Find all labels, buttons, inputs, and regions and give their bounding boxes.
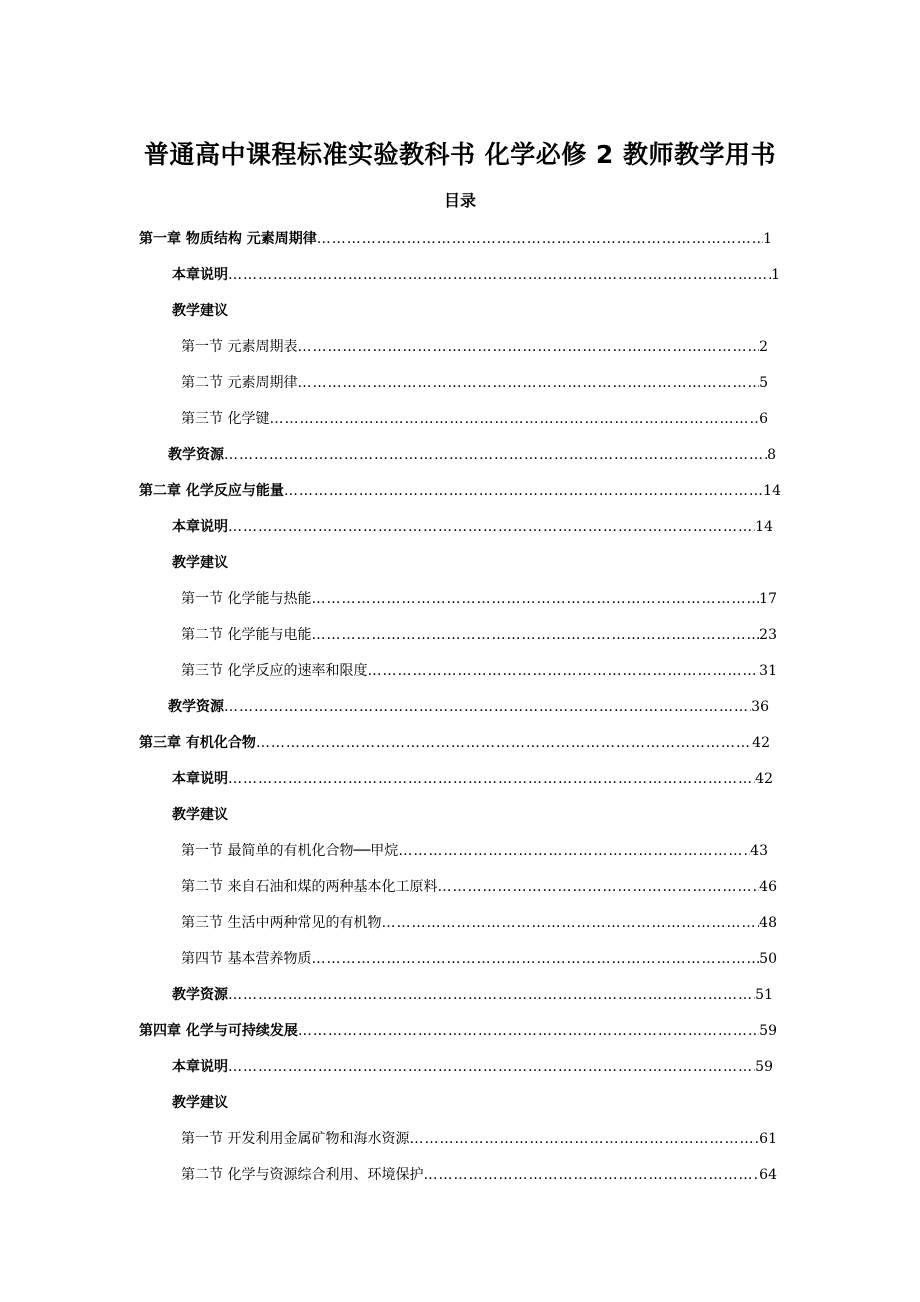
toc-entry-page: 46: [759, 879, 777, 895]
toc-entry[interactable]: [181, 372, 768, 394]
toc-entry-page: 36: [751, 699, 769, 715]
page-title: 普通高中课程标准实验教科书 化学必修 2 教师教学用书: [143, 140, 776, 169]
toc-entry-page: 59: [755, 1059, 773, 1075]
toc-entry[interactable]: [181, 408, 768, 430]
toc-entry-page: 59: [759, 1023, 777, 1039]
toc-entry-label: 第三节 化学反应的速率和限度: [181, 663, 368, 679]
toc-section-heading: 教学建议: [172, 303, 228, 319]
toc-entry-label: 第一节 元素周期表: [181, 339, 298, 355]
toc-heading: 目录: [443, 191, 476, 210]
toc-entry[interactable]: [172, 264, 780, 286]
toc-entry[interactable]: [172, 768, 773, 790]
toc-entry[interactable]: [139, 480, 781, 502]
toc-entry[interactable]: [181, 1164, 777, 1186]
toc-entry-label: 本章说明: [172, 1059, 228, 1075]
toc-entry-page: 8: [767, 447, 776, 463]
toc-entry-page: 42: [755, 771, 773, 787]
toc-entry-label: 第三节 生活中两种常见的有机物: [181, 915, 382, 931]
toc-entry[interactable]: [168, 444, 776, 466]
toc-entry[interactable]: [172, 984, 773, 1006]
toc-entry[interactable]: [181, 588, 777, 610]
toc-entry-label: 第三节 化学键: [181, 411, 270, 427]
toc-entry-label: 第二节 来自石油和煤的两种基本化工原料: [181, 879, 438, 895]
toc-entry-page: 6: [759, 411, 768, 427]
toc-entry-label: 第一节 最简单的有机化合物──甲烷: [181, 843, 399, 859]
toc-entry[interactable]: [181, 660, 777, 682]
toc-entry-label: 教学资源: [168, 699, 224, 715]
toc-entry-label: 第一章 物质结构 元素周期律: [139, 231, 317, 247]
toc-entry-page: 51: [755, 987, 773, 1003]
toc-entry[interactable]: [181, 840, 768, 862]
toc-entry-label: 本章说明: [172, 267, 228, 283]
toc-entry-page: 64: [759, 1167, 777, 1183]
toc-section-heading: 教学建议: [172, 555, 228, 571]
toc-entry-page: 5: [759, 375, 768, 391]
toc-entry-page: 48: [759, 915, 777, 931]
toc-entry-page: 43: [750, 843, 768, 859]
toc-entry-label: 第一节 化学能与热能: [181, 591, 312, 607]
toc-entry-label: 第四节 基本营养物质: [181, 951, 312, 967]
toc-entry[interactable]: [139, 228, 772, 250]
toc-entry-page: 23: [759, 627, 777, 643]
toc-entry-page: 1: [763, 231, 772, 247]
toc-entry-page: 61: [759, 1131, 777, 1147]
toc-entry[interactable]: [181, 876, 777, 898]
toc-entry[interactable]: [172, 1056, 773, 1078]
toc-entry-page: 2: [759, 339, 768, 355]
toc-entry-label: 第二节 化学能与电能: [181, 627, 312, 643]
toc-entry[interactable]: [139, 732, 770, 754]
toc-entry[interactable]: [172, 516, 773, 538]
toc-entry[interactable]: [181, 948, 777, 970]
toc-entry-label: 第二章 化学反应与能量: [139, 483, 284, 499]
toc-entry-label: 第四章 化学与可持续发展: [139, 1023, 298, 1039]
toc-entry[interactable]: [181, 1128, 777, 1150]
toc-entry-label: 教学资源: [168, 447, 224, 463]
toc-entry-page: 14: [755, 519, 773, 535]
toc-entry-label: 本章说明: [172, 519, 228, 535]
toc-entry-page: 17: [759, 591, 777, 607]
toc-entry-label: 第三章 有机化合物: [139, 735, 256, 751]
toc-entry-page: 50: [759, 951, 777, 967]
toc-entry-page: 14: [763, 483, 781, 499]
toc-section-heading: 教学建议: [172, 807, 228, 823]
toc-entry[interactable]: [181, 912, 777, 934]
toc-section-heading: 教学建议: [172, 1095, 228, 1111]
toc-entry-label: 本章说明: [172, 771, 228, 787]
toc-entry-label: 第二节 元素周期律: [181, 375, 298, 391]
toc-entry[interactable]: [168, 696, 769, 718]
toc-entry-page: 42: [752, 735, 770, 751]
toc-entry-label: 第二节 化学与资源综合利用、环境保护: [181, 1167, 424, 1183]
toc-entry-label: 第一节 开发利用金属矿物和海水资源: [181, 1131, 410, 1147]
toc-entry[interactable]: [139, 1020, 777, 1042]
toc-entry-page: 31: [759, 663, 777, 679]
toc-entry[interactable]: [181, 336, 768, 358]
toc-entry-label: 教学资源: [172, 987, 228, 1003]
toc-entry-page: 1: [771, 267, 780, 283]
toc-entry[interactable]: [181, 624, 777, 646]
